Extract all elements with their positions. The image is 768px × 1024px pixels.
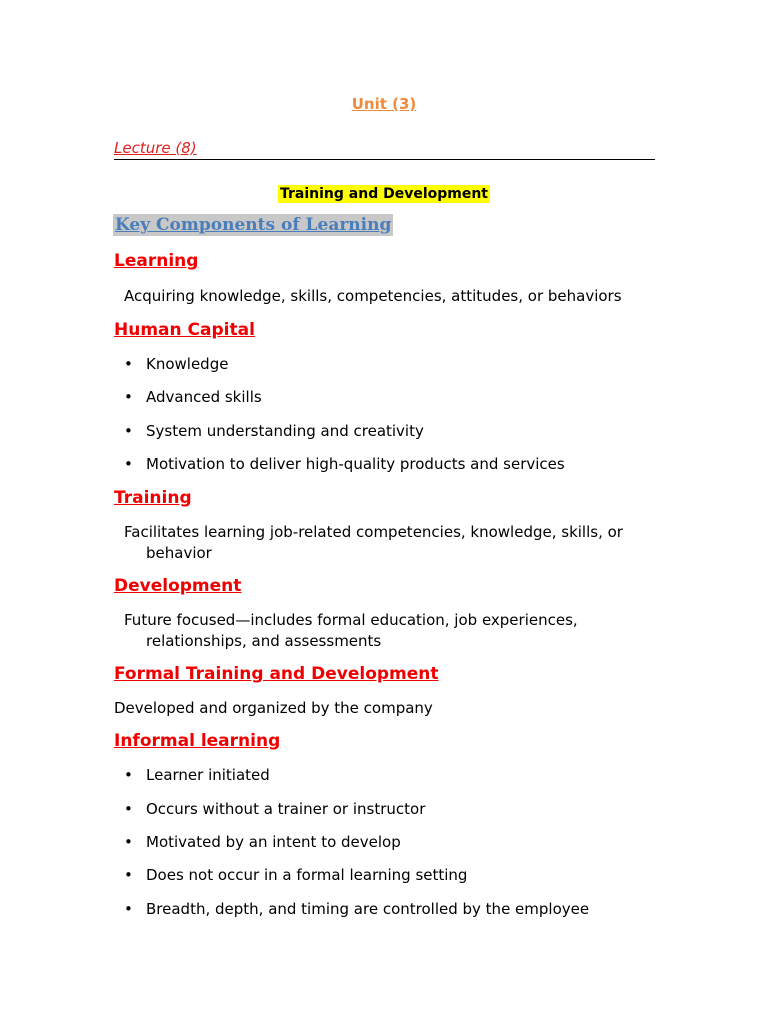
informal-learning-heading: Informal learning	[114, 731, 281, 751]
training-definition: Facilitates learning job-related competencies, knowledge, skills, or behavior	[124, 523, 623, 562]
unit-label	[0, 95, 768, 113]
learning-definition: Acquiring knowledge, skills, competencies, attitudes, or behaviors	[124, 287, 622, 305]
human-capital-heading: Human Capital	[114, 320, 255, 340]
unit-text: Unit (3)	[351, 95, 417, 113]
formal-training-definition: Developed and organized by the company	[114, 699, 433, 717]
header-rule	[114, 159, 655, 160]
bullet-icon: •	[124, 900, 133, 918]
formal-training-heading: Formal Training and Development	[114, 664, 439, 684]
learning-heading: Learning	[114, 251, 199, 271]
bullet-icon: •	[124, 766, 133, 784]
bullet-icon: •	[124, 422, 133, 440]
bullet-icon: •	[124, 866, 133, 884]
development-definition: Future focused—includes formal education, job experiences, relationships, and assessments	[124, 611, 578, 650]
bullet-icon: •	[124, 455, 133, 473]
document-title: Training and Development	[279, 186, 489, 202]
lecture-label: Lecture (8)	[114, 139, 197, 157]
bullet-icon: •	[124, 833, 133, 851]
training-heading: Training	[114, 488, 192, 508]
bullet-icon: •	[124, 388, 133, 406]
title-row	[0, 183, 768, 203]
development-heading: Development	[114, 576, 242, 596]
key-components-heading: Key Components of Learning	[115, 215, 392, 235]
bullet-icon: •	[124, 800, 133, 818]
bullet-icon: •	[124, 355, 133, 373]
document-page: Unit (3) Lecture (8) Training and Development Key Components of Learning Learning Acquiring knowledge, skills, competencies, attitudes, or behaviors Human Capital • Knowledge • Advanced skills • System understanding and creativity • Motivation to deliver high-quality products and services Training Facilitates learning job-related competencies, knowledge, skills, or behavior Development Future focused—includes formal education, job experiences, relationships, and assessments Formal Training and Development Developed and organized by the company Informal learning • Learner initiated • Occurs without a trainer or instructor • Motivated by an intent to develop • Does not occur in a formal learning setting • Breadth, depth, and timing are controlled by the employee	[0, 0, 768, 1024]
